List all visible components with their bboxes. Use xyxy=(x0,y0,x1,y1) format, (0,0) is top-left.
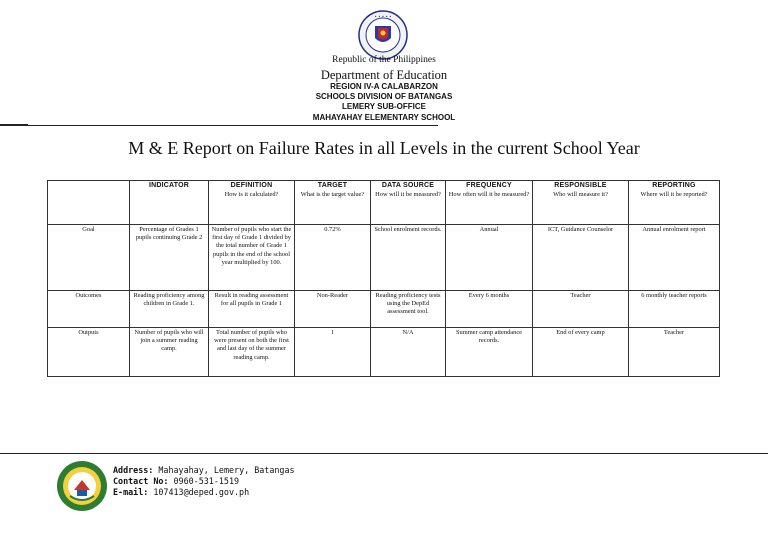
table-cell: Outcomes xyxy=(48,291,130,328)
table-cell: N/A xyxy=(371,328,446,377)
table-cell: Number of pupils who will join a summer reading camp. xyxy=(130,328,209,377)
header-school: MAHAYAHAY ELEMENTARY SCHOOL xyxy=(312,113,456,122)
table-cell: Annual enrolment report xyxy=(629,225,720,291)
table-cell: School enrolment records. xyxy=(371,225,446,291)
table-row-outcomes xyxy=(48,291,720,328)
header-cell-reporting: REPORTING Where will it be reported? xyxy=(629,181,720,225)
table-cell: Teacher xyxy=(533,291,629,328)
header-cell-data-source: DATA SOURCE How will it be measured? xyxy=(371,181,446,225)
header-cell-definition: DEFINITION How is it calculated? xyxy=(209,181,295,225)
me-report-table xyxy=(47,180,720,377)
table-header-row xyxy=(48,181,720,225)
header-sub-office: LEMERY SUB-OFFICE xyxy=(341,102,426,111)
table-cell: End of every camp xyxy=(533,328,629,377)
table-cell: Total number of pupils who were present on both the first and last day of the summer reading camp. xyxy=(209,328,295,377)
table-cell: 1 xyxy=(295,328,371,377)
table-cell: Annual xyxy=(446,225,533,291)
table-row-outputs xyxy=(48,328,720,377)
table-cell: Outputs xyxy=(48,328,130,377)
table-cell: ICT, Guidance Counselor xyxy=(533,225,629,291)
school-logo-icon xyxy=(56,460,108,512)
report-title: M & E Report on Failure Rates in all Levels in the current School Year xyxy=(128,138,640,158)
header-department: Department of Education xyxy=(320,68,448,82)
header-cell-responsible: RESPONSIBLE Who will measure it? xyxy=(533,181,629,225)
table-cell: Every 6 months xyxy=(446,291,533,328)
header-republic: Republic of the Philippines xyxy=(332,55,436,65)
contact-block xyxy=(113,465,295,498)
table-cell: 6 monthly teacher reports xyxy=(629,291,720,328)
header-cell-blank xyxy=(48,181,130,225)
table-cell: Reading proficiency tests using the DepEd assessment tool. xyxy=(371,291,446,328)
table-cell: Non-Reader xyxy=(295,291,371,328)
svg-text:• • • • •: • • • • • xyxy=(374,14,392,19)
contact-line: Contact No: 0960-531-1519 xyxy=(113,476,240,486)
header-cell-frequency: FREQUENCY How often will it be measured? xyxy=(446,181,533,225)
header-rule xyxy=(0,125,438,126)
table-cell: Goal xyxy=(48,225,130,291)
header-region: REGION IV-A CALABARZON xyxy=(330,82,438,91)
table-cell: Percentage of Grades 1 pupils continuing Grade 2 xyxy=(130,225,209,291)
header-division: SCHOOLS DIVISION OF BATANGAS xyxy=(315,92,453,101)
table-cell: Reading proficiency among children in Grade 1. xyxy=(130,291,209,328)
table-cell: Summer camp attendance records. xyxy=(446,328,533,377)
email-line[interactable]: E-mail: 107413@deped.gov.ph xyxy=(113,487,250,497)
deped-seal-icon xyxy=(358,10,408,60)
header-cell-target: TARGET What is the target value? xyxy=(295,181,371,225)
table-cell: Result in reading assessment for all pupils in Grade 1 xyxy=(209,291,295,328)
table-row-goal xyxy=(48,225,720,291)
table-cell: Number of pupils who start the first day of Grade 1 divided by the total number of Grade 1 pupils in the end of the school year multiplied by 100. xyxy=(209,225,295,291)
table-cell: 0.72% xyxy=(295,225,371,291)
table-cell: Teacher xyxy=(629,328,720,377)
footer-rule xyxy=(0,453,768,454)
header-cell-indicator: INDICATOR xyxy=(130,181,209,225)
address-line: Address: Mahayahay, Lemery, Batangas xyxy=(113,465,295,475)
